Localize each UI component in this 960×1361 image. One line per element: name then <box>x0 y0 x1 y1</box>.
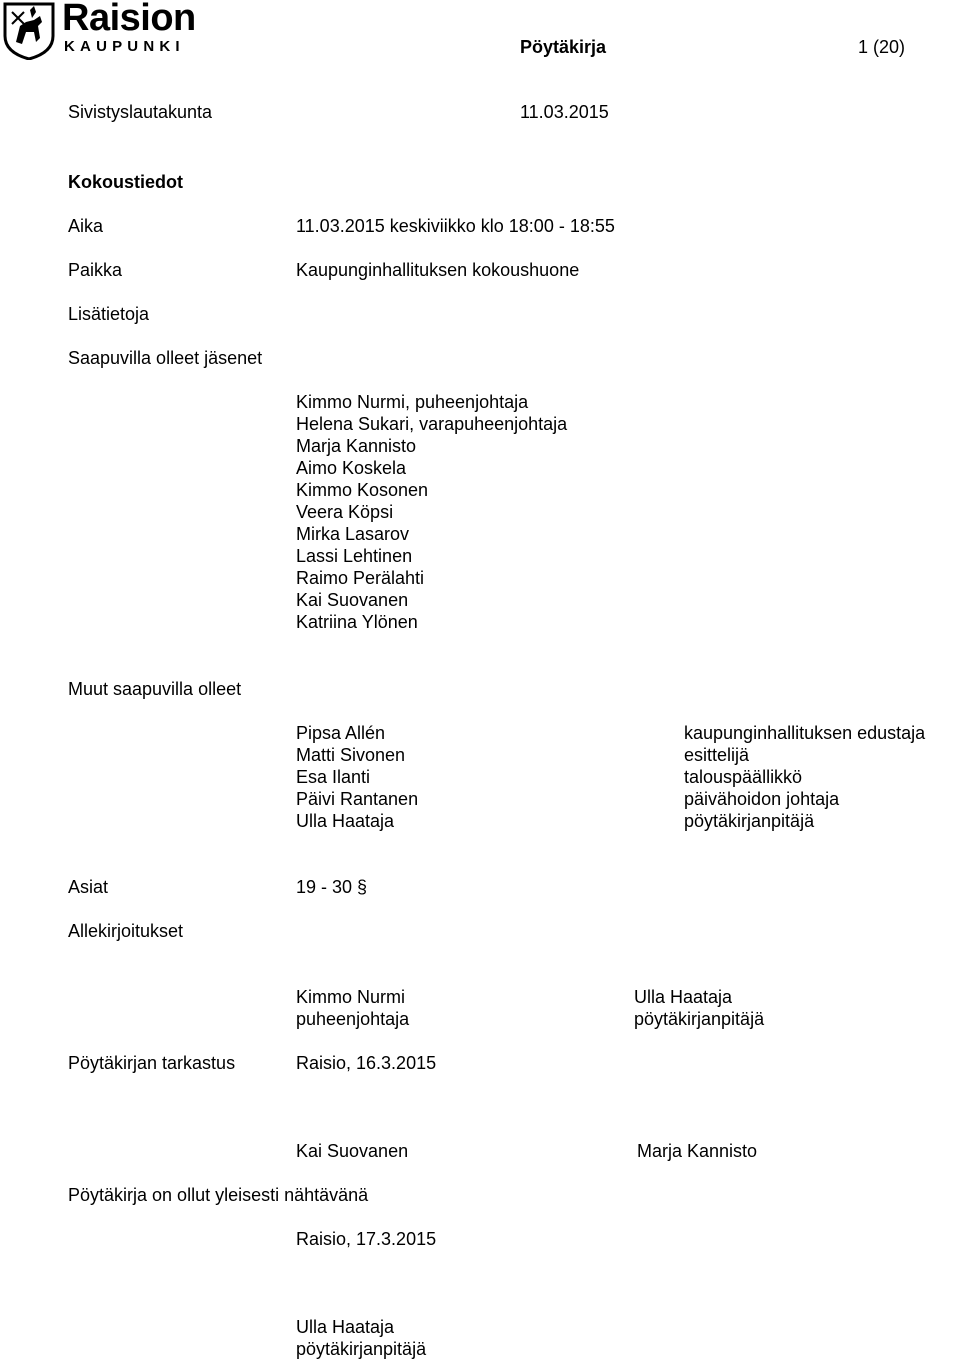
member-item: Helena Sukari, varapuheenjohtaja <box>296 414 568 434</box>
extra-info-label: Lisätietoja <box>68 304 150 324</box>
review-label: Pöytäkirjan tarkastus <box>68 1053 236 1073</box>
signature-2-role: pöytäkirjanpitäjä <box>634 1009 765 1029</box>
items-label: Asiat <box>68 877 109 897</box>
page-number: 1 (20) <box>858 37 906 57</box>
city-crest-icon <box>2 2 56 60</box>
member-item: Lassi Lehtinen <box>296 546 413 566</box>
member-item: Kai Suovanen <box>296 590 409 610</box>
other-name: Päivi Rantanen <box>296 789 419 809</box>
public-signer-role: pöytäkirjanpitäjä <box>296 1339 427 1359</box>
other-role: kaupunginhallituksen edustaja <box>684 723 926 743</box>
place-label: Paikka <box>68 260 123 280</box>
other-role: esittelijä <box>684 745 750 765</box>
section-title: Kokoustiedot <box>68 172 183 192</box>
items-value: 19 - 30 § <box>296 877 368 897</box>
member-item: Kimmo Kosonen <box>296 480 429 500</box>
member-item: Kimmo Nurmi, puheenjohtaja <box>296 392 529 412</box>
others-roles <box>684 722 925 832</box>
member-item: Katriina Ylönen <box>296 612 418 632</box>
signature-1-name: Kimmo Nurmi <box>296 987 406 1007</box>
member-item: Marja Kannisto <box>296 436 417 456</box>
signature-1-role: puheenjohtaja <box>296 1009 410 1029</box>
other-name: Esa Ilanti <box>296 767 371 787</box>
member-item: Raimo Perälahti <box>296 568 425 588</box>
logo-subtitle: KAUPUNKI <box>64 38 185 55</box>
document-type: Pöytäkirja <box>520 37 607 57</box>
signatures-label: Allekirjoitukset <box>68 921 184 941</box>
board-name: Sivistyslautakunta <box>68 102 213 122</box>
others-names <box>296 722 418 832</box>
other-role: talouspäällikkö <box>684 767 803 787</box>
signature-2-name: Ulla Haataja <box>634 987 733 1007</box>
city-logo <box>2 2 232 60</box>
logo-name: Raision <box>62 0 196 39</box>
review-value: Raisio, 16.3.2015 <box>296 1053 437 1073</box>
member-item: Mirka Lasarov <box>296 524 410 544</box>
member-item: Aimo Koskela <box>296 458 407 478</box>
public-display-label: Pöytäkirja on ollut yleisesti nähtävänä <box>68 1185 369 1205</box>
other-name: Matti Sivonen <box>296 745 406 765</box>
header-date: 11.03.2015 <box>520 102 609 122</box>
other-name: Ulla Haataja <box>296 811 395 831</box>
members-list <box>296 391 567 633</box>
member-item: Veera Köpsi <box>296 502 394 522</box>
members-label: Saapuvilla olleet jäsenet <box>68 348 263 368</box>
place-value: Kaupunginhallituksen kokoushuone <box>296 260 580 280</box>
public-display-value: Raisio, 17.3.2015 <box>296 1229 437 1249</box>
reviewer-1-name: Kai Suovanen <box>296 1141 409 1161</box>
reviewer-2-name: Marja Kannisto <box>637 1141 758 1161</box>
other-role: päivähoidon johtaja <box>684 789 840 809</box>
other-name: Pipsa Allén <box>296 723 386 743</box>
other-role: pöytäkirjanpitäjä <box>684 811 815 831</box>
others-label: Muut saapuvilla olleet <box>68 679 242 699</box>
public-signer-name: Ulla Haataja <box>296 1317 395 1337</box>
time-label: Aika <box>68 216 104 236</box>
time-value: 11.03.2015 keskiviikko klo 18:00 - 18:55 <box>296 216 615 236</box>
